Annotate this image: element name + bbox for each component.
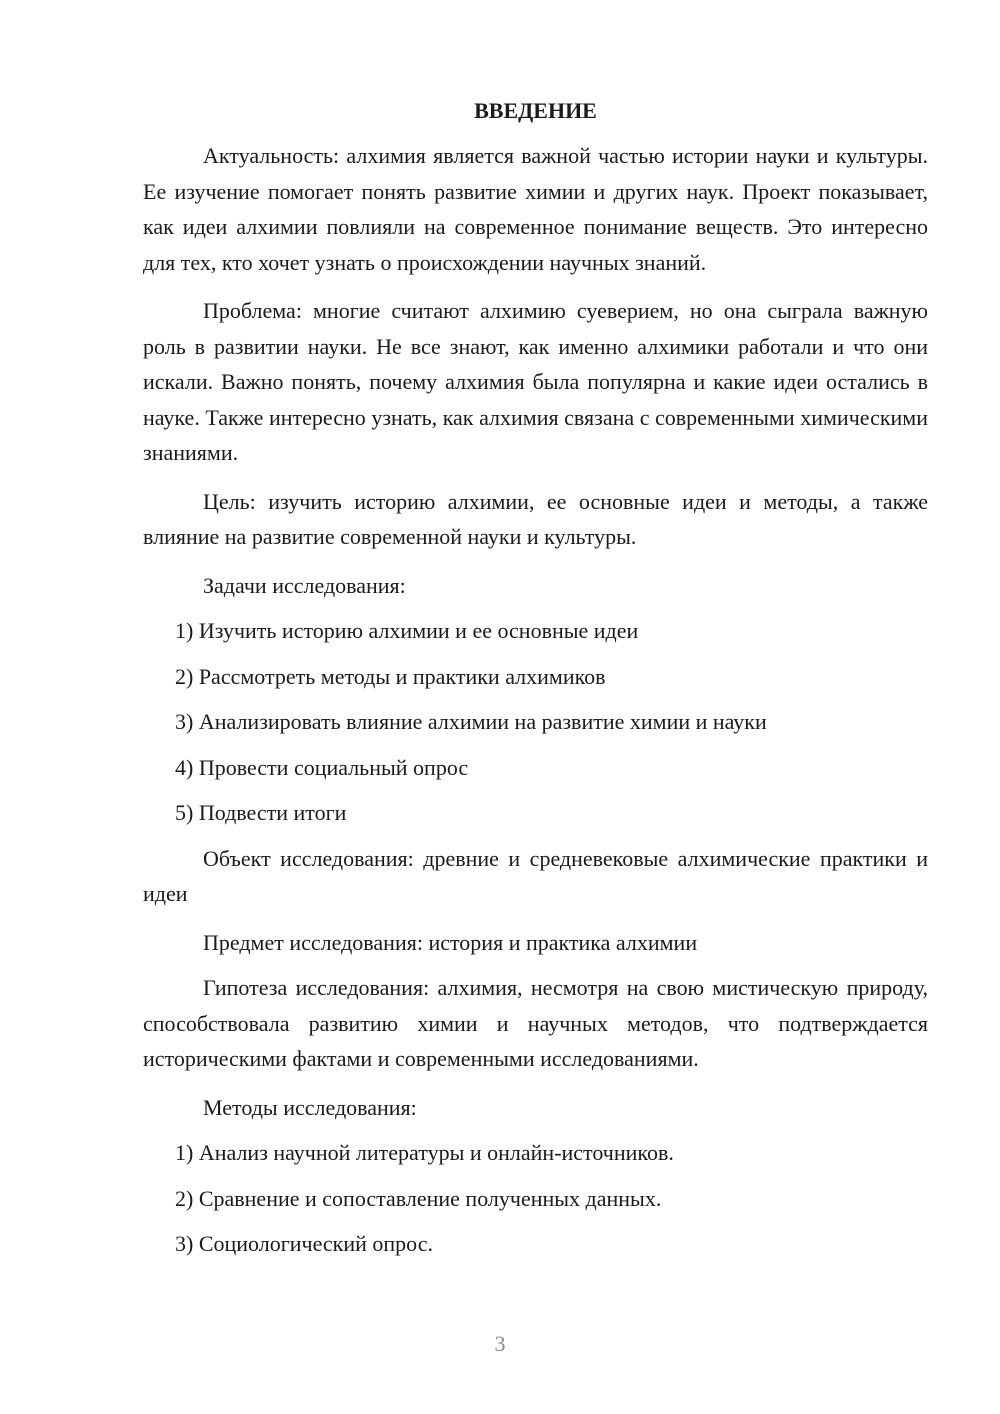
section-heading: ВВЕДЕНИЕ [474, 98, 597, 123]
hypothesis-paragraph: Гипотеза исследования: алхимия, несмотря на свою мистическую природу, способствовала развитию химии и научных методов, что подтверждается историческими фактами и современными исследованиями. [143, 975, 928, 1071]
relevance-paragraph: Актуальность: алхимия является важной частью истории науки и культуры. Ее изучение помогает понять развитие химии и других наук. Проект показывает, как идеи алхимии повлияли на современное понимание веществ. Это интересно для тех, кто хочет узнать о происхождении научных знаний. [143, 143, 928, 275]
task-item: 2) Рассмотреть методы и практики алхимиков [175, 663, 606, 689]
task-item: 5) Подвести итоги [175, 800, 347, 825]
tasks-label: Задачи исследования: [203, 572, 406, 598]
method-item: 3) Социологический опрос. [175, 1231, 433, 1256]
methods-label: Методы исследования: [203, 1094, 417, 1120]
page-number: 3 [494, 1331, 506, 1356]
problem-paragraph: Проблема: многие считают алхимию суеверием, но она сыграла важную роль в развитии науки. Не все знают, как именно алхимики работали и что они искали. Важно понять, почему алхимия была популярна и какие идеи остались в науке. Также интересно узнать, как алхимия связана с современными химическими знаниями. [143, 298, 928, 465]
object-paragraph: Объект исследования: древние и средневековые алхимические практики и идеи [143, 845, 928, 906]
task-item: 3) Анализировать влияние алхимии на развитие химии и науки [175, 709, 767, 734]
method-item: 2) Сравнение и сопоставление полученных данных. [175, 1185, 662, 1211]
method-item: 1) Анализ научной литературы и онлайн-источников. [175, 1140, 674, 1165]
task-item: 4) Провести социальный опрос [175, 754, 469, 780]
page-content [143, 96, 928, 1272]
goal-paragraph: Цель: изучить историю алхимии, ее основные идеи и методы, а также влияние на развитие современной науки и культуры. [143, 488, 928, 549]
task-item: 1) Изучить историю алхимии и ее основные идеи [175, 618, 639, 643]
subject-line: Предмет исследования: история и практика алхимии [203, 929, 698, 955]
